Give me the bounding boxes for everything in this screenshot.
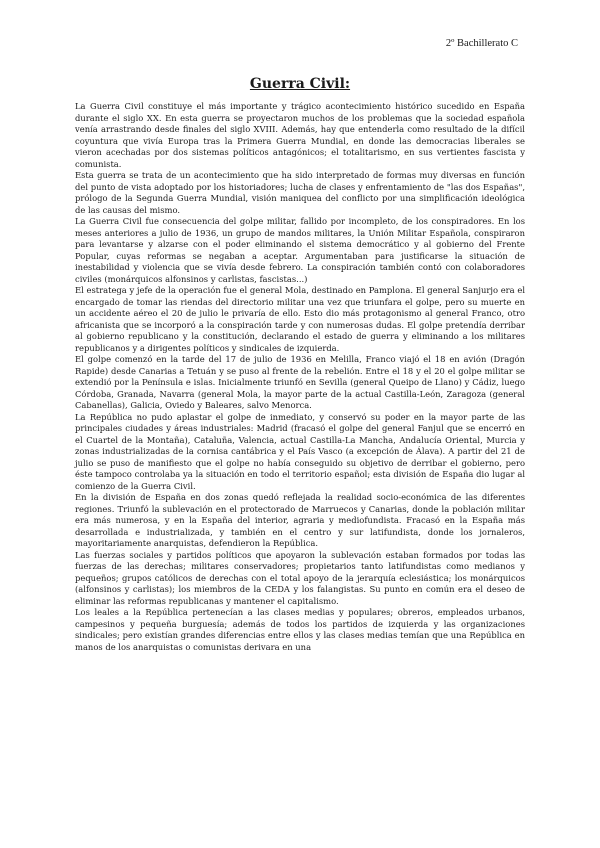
paragraph: La Guerra Civil constituye el más importante y trágico acontecimiento histórico sucedido en España durante el siglo XX. En esta guerra se proyectaron muchos de los problemas que la sociedad española venía arrastrando desde finales del siglo XVIII. Además, hay que entenderla como resultado de la difícil coyuntura que vivía Europa tras la Primera Guerra Mundial, en donde las democracias liberales se vieron acechadas por dos sistemas políticos antagónicos; el totalitarismo, en sus vertientes fascista y comunista. — [75, 101, 525, 169]
paragraph: En la división de España en dos zonas quedó reflejada la realidad socio-económica de las diferentes regiones. Triunfó la sublevación en el protectorado de Marruecos y Canarias, donde la población militar era más numerosa, y en la España del interior, agraria y mediofundista. Fracasó en la España más desarrollada e industrializada, y también en el centro y sur latifundista, donde los jornaleros, mayoritariamente anarquistas, defendieron la República. — [75, 492, 525, 548]
paragraph: Los leales a la República pertenecían a las clases medias y populares; obreros, empleados urbanos, campesinos y pequeña burguesía; además de todos los partidos de izquierda y las organizaciones sindicales; pero existían grandes diferencias entre ellos y las clases medias temían que una República en manos de los anarquistas o comunistas derivara en una — [75, 607, 525, 652]
document-body — [75, 101, 525, 653]
paragraph: Esta guerra se trata de un acontecimiento que ha sido interpretado de formas muy diversas en función del punto de vista adoptado por los historiadores; lucha de clases y enfrentamiento de "las dos Españas", prólogo de la Segunda Guerra Mundial, visión maniquea del conflicto por una simplificación ideológica de las causas del mismo. — [75, 170, 525, 215]
paragraph: El estratega y jefe de la operación fue el general Mola, destinado en Pamplona. El general Sanjurjo era el encargado de tomar las riendas del directorio militar una vez que triunfara el golpe, pero su muerte en un accidente aéreo el 20 de julio le privaría de ello. Esto dio más protagonismo al general Franco, otro africanista que se incorporó a la conspiración tarde y con numerosas dudas. El golpe pretendía derribar al gobierno republicano y la constitución, declarando el estado de guerra y eliminando a los militares republicanos y a dirigentes políticos y sindicales de izquierda. — [75, 285, 525, 353]
paragraph: El golpe comenzó en la tarde del 17 de julio de 1936 en Melilla, Franco viajó el 18 en avión (Dragón Rapide) desde Canarias a Tetuán y se puso al frente de la rebelión. Entre el 18 y el 20 el golpe militar se extendió por la Península e islas. Inicialmente triunfó en Sevilla (general Queipo de Llano) y Cádiz, luego Córdoba, Granada, Navarra (general Mola, la mayor parte de la actual Castilla-León, Zaragoza (general Cabanellas), Galicia, Oviedo y Baleares, salvo Menorca. — [75, 354, 525, 410]
paragraph: Las fuerzas sociales y partidos políticos que apoyaron la sublevación estaban formados por todas las fuerzas de las derechas; militares conservadores; propietarios tanto latifundistas como medianos y pequeños; grupos católicos de derechas con el total apoyo de la jerarquía eclesiástica; los monárquicos (alfonsinos y carlistas); los miembros de la CEDA y los falangistas. Su punto en común era el deseo de eliminar las reformas republicanas y mantener el capitalismo. — [75, 549, 525, 606]
page-title: Guerra Civil: — [249, 76, 351, 92]
paragraph: La República no pudo aplastar el golpe de inmediato, y conservó su poder en la mayor parte de las principales ciudades y áreas industriales: Madrid (fracasó el golpe del general Fanjul que se encerró en el Cuartel de la Montaña), Cataluña, Valencia, actual Castilla-La Mancha, Andalucía Oriental, Murcia y zonas industrializadas de la cornisa cantábrica y el País Vasco (a excepción de Álava). A partir del 21 de julio se puso de manifiesto que el golpe no había conseguido su objetivo de derribar el gobierno, pero éste tampoco controlaba ya la situación en todo el territorio español; esta división de España dio lugar al comienzo de la Guerra Civil. — [75, 411, 525, 491]
paragraph: La Guerra Civil fue consecuencia del golpe militar, fallido por incompleto, de los conspiradores. En los meses anteriores a julio de 1936, un grupo de mandos militares, la Unión Militar Española, conspiraron para levantarse y alzarse con el poder eliminando el sistema democrático y al gobierno del Frente Popular, cuyas reformas se negaban a aceptar. Argumentaban para justificarse la situación de inestabilidad y violencia que se vivía desde febrero. La conspiración también contó con colaboradores civiles (monárquicos alfonsinos y carlistas, fascistas...) — [75, 216, 525, 284]
course-label: 2º Bachillerato C — [445, 38, 518, 49]
